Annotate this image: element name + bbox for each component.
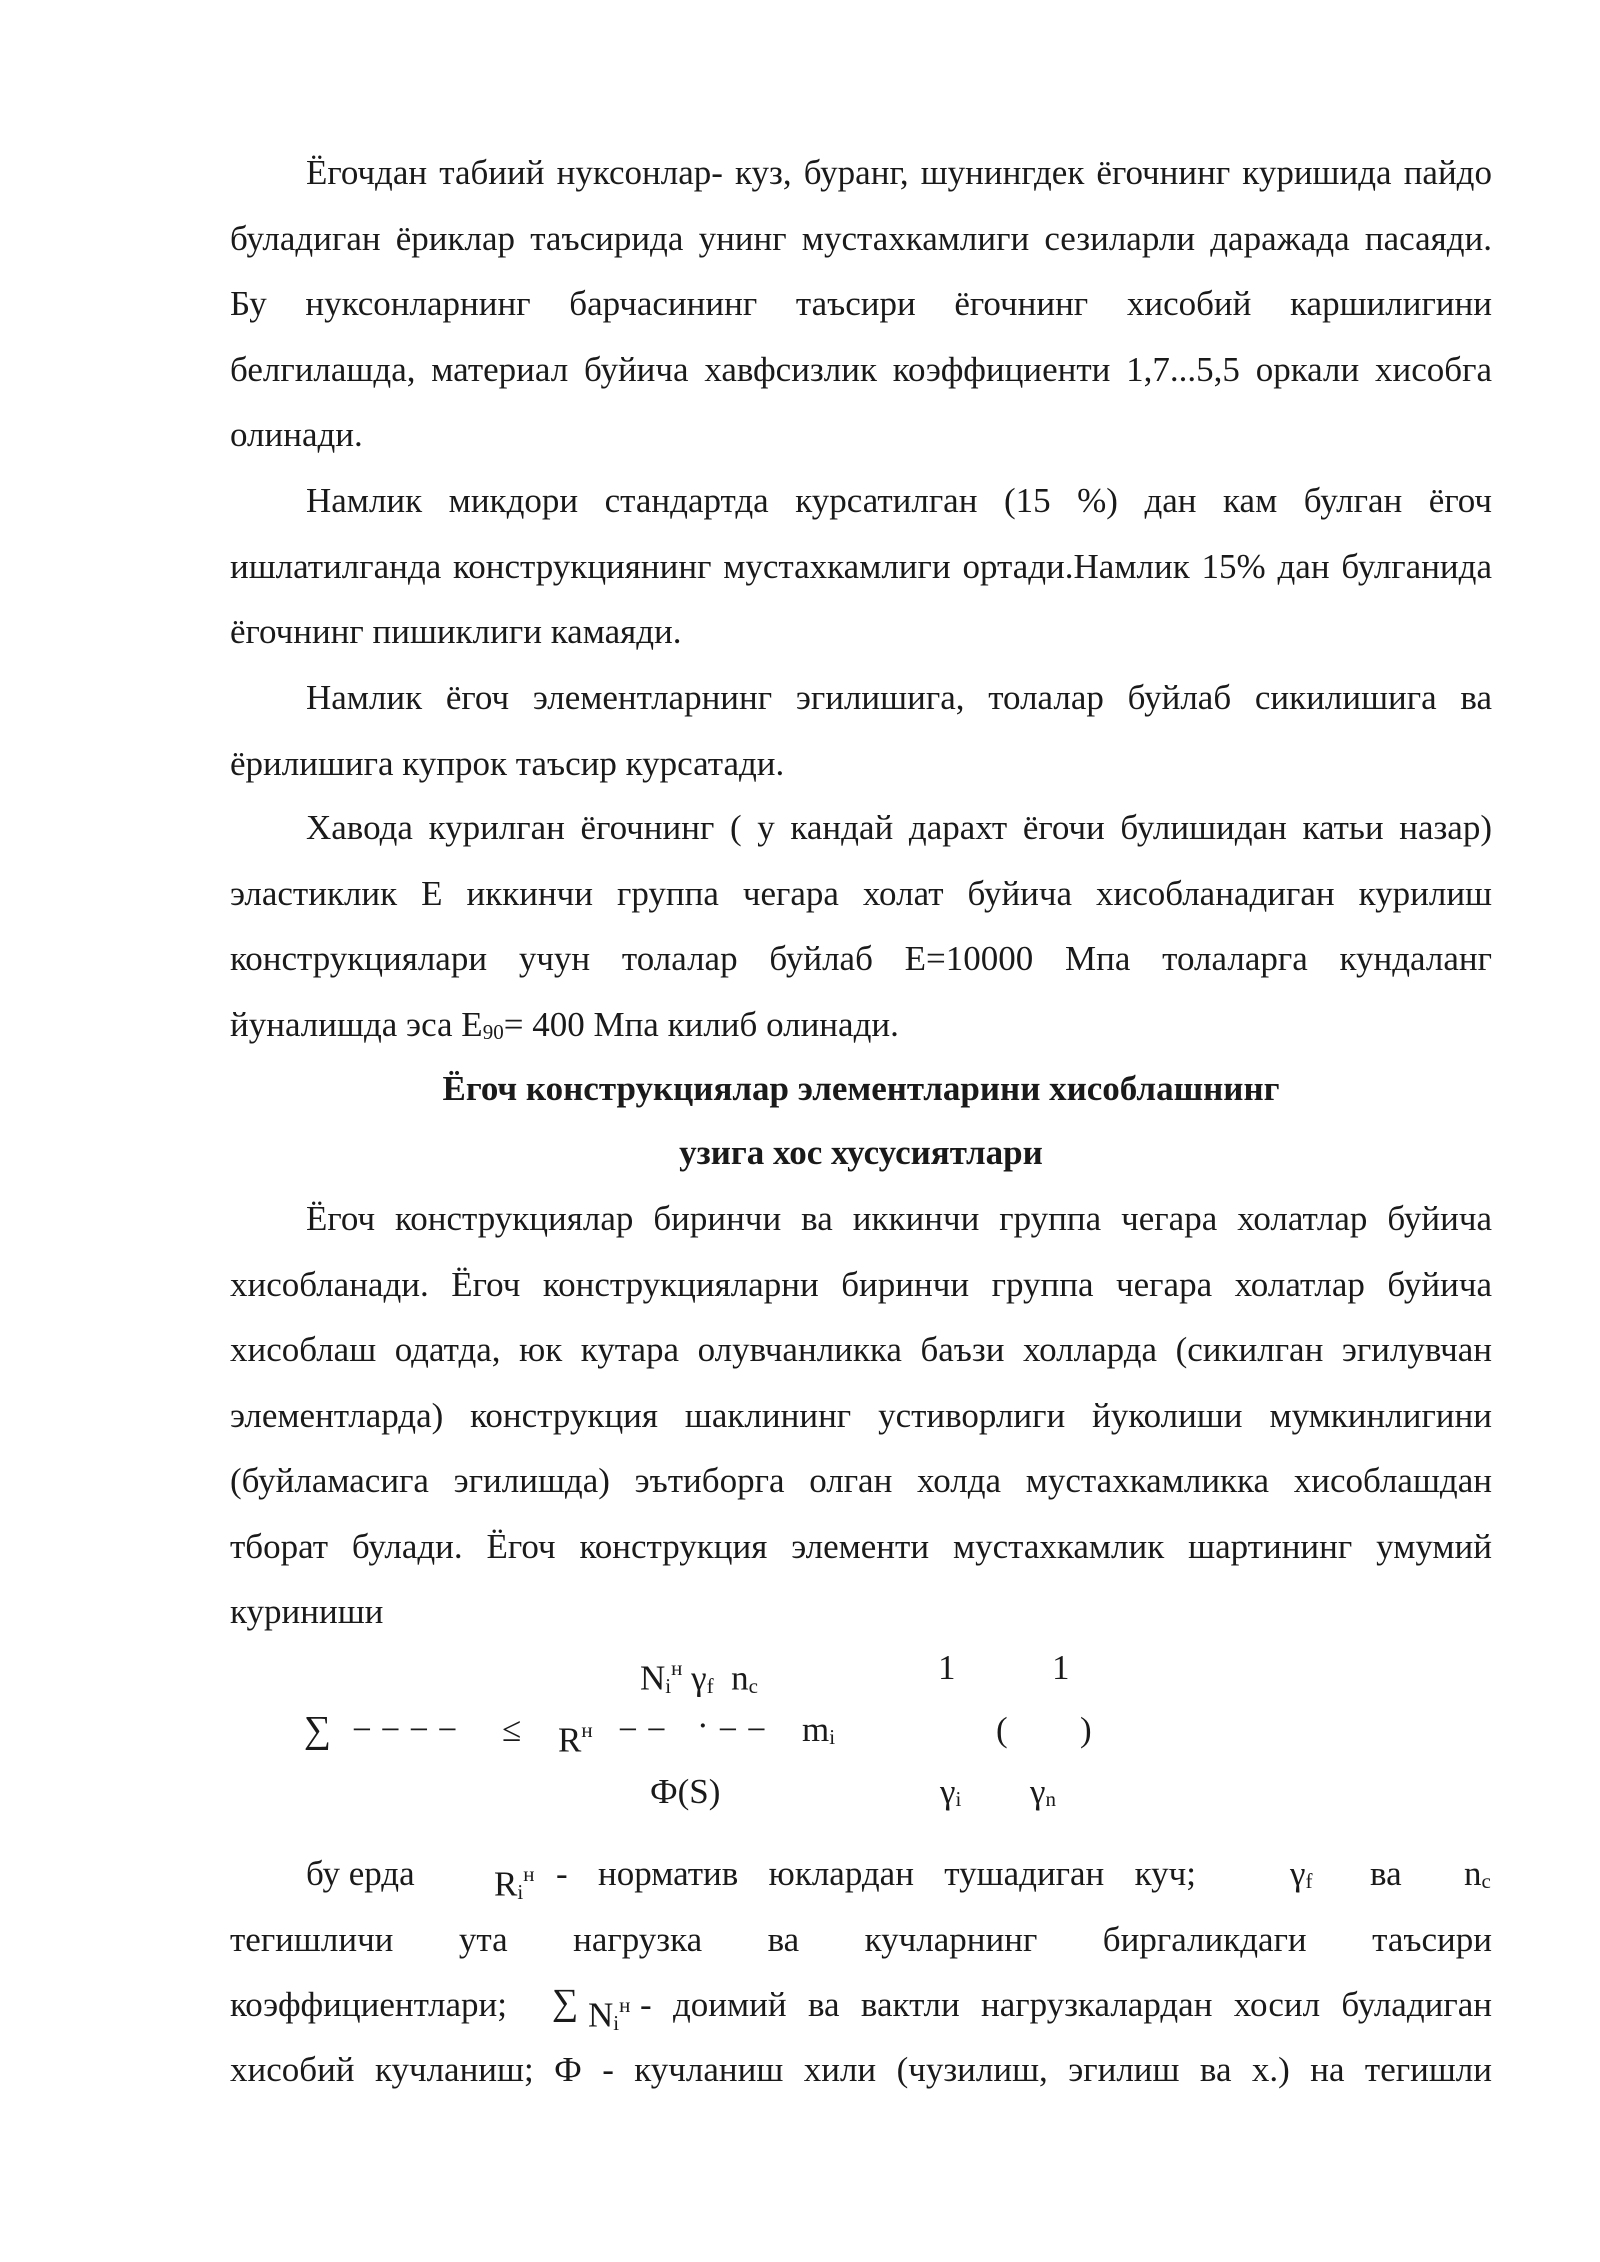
norm-load-definition: - норматив юклардан тушадиган куч;: [556, 1854, 1196, 1893]
stress-definition-line: хисобий кучланиш; Ф - кучланиш хили (чузилиш, эгилиш ва х.) на тегишли: [230, 2050, 1492, 2089]
denominator-gamma-i: $\gamma_i$: [940, 1772, 962, 1812]
sum-load-definition: - доимий ва вактли нагрузкалардан хосил буладиган: [640, 1985, 1492, 2024]
numerator-one-b: 1: [1052, 1648, 1070, 1687]
gamma-f-symbol: $\gamma_f$: [1290, 1854, 1313, 1894]
paragraph-moisture-strength: Намлик микдори стандартда курсатилган (15 %) дан кам булган ёгоч ишлатилганда конструкциянинг мустахкамлиги ортади.Намлик 15% дан булганида ёгочнинг пишиклиги камаяди.: [230, 481, 1492, 651]
condition-coefficient: $m_i$: [802, 1710, 836, 1750]
section-heading-line1: Ёгоч конструкциялар элементларини хисоблашнинг: [442, 1069, 1280, 1108]
nc-symbol: $n_c$: [1464, 1854, 1491, 1894]
coefficient-text-line: тегишличи ута нагрузка ва кучларнинг биргаликдаги таъсири: [230, 1920, 1492, 1959]
paragraph-moisture-effect: Намлик ёгоч элементларнинг эгилишига, толалар буйлаб сикилишига ва ёрилишига купрок таъсир курсатади.: [230, 678, 1492, 783]
leq-symbol: ≤: [502, 1710, 522, 1749]
sum-load-symbol: $N_i^н$: [588, 1993, 631, 2035]
elasticity-text: Хавода курилган ёгочнинг ( у кандай дарахт ёгочи булишидан катьи назар) эластиклик Е иккинчи группа чегара холат буйича хисобланадиган курилиш конструкциялари учун толалар буйлаб Е=10000 Мпа толаларга кундаланг йуналишда эса Е: [230, 808, 1492, 1044]
paren-close: ): [1080, 1710, 1092, 1749]
norm-load-symbol: $R_i^н$: [494, 1862, 535, 1904]
section-heading-line2: узига хос хусусиятлари: [679, 1133, 1043, 1172]
and-word: ва: [1370, 1854, 1402, 1893]
paragraph-limit-states: Ёгоч конструкциялар биринчи ва иккинчи группа чегара холатлар буйича хисобланади. Ёгоч конструкцияларни биринчи группа чегара холатлар буйича хисоблаш одатда, юк кутара олувчанликка баъзи холларда (сикилган эгилувчан элементларда) конструкция шаклининг устиворлиги йуколиши мумкинлигини (буйламасига эгилишда) эътиборга олган холда мустахкамликка хисоблашдан тборат булади. Ёгоч конструкция элементи мустахкамлик шартининг умумий куриниши: [230, 1199, 1492, 1631]
paragraph-defects: Ёгочдан табиий нуксонлар- куз, буранг, шунингдек ёгочнинг куришида пайдо буладиган ёриклар таъсирида унинг мустахкамлиги сезиларли даражада пасаяди. Бу нуксонларнинг барчасининг таъсири ёгочнинг хисобий каршилигини белгилашда, материал буйича хавфсизлик коэффициенти 1,7...5,5 оркали хисобга олинади.: [230, 153, 1492, 454]
where-text: бу ерда: [306, 1854, 415, 1893]
fraction-bar-2: − −: [618, 1710, 667, 1749]
fraction-bar-3: − −: [718, 1710, 767, 1749]
resistance-symbol: $R^н$: [558, 1718, 593, 1760]
coefficients-word: коэффициентлари;: [230, 1985, 507, 2024]
denominator-phi: Ф(S): [650, 1772, 721, 1811]
paren-open: (: [996, 1710, 1008, 1749]
e90-subscript: 90: [482, 1019, 504, 1044]
dot-operator: ·: [697, 1706, 709, 1745]
elasticity-tail: = 400 Мпа килиб олинади.: [503, 1004, 899, 1044]
denominator-gamma-n: $\gamma_n$: [1030, 1772, 1056, 1812]
sum-symbol: ∑: [552, 1982, 579, 2023]
paragraph-elasticity: [230, 795, 1492, 1065]
numerator-one-a: 1: [938, 1648, 956, 1687]
sigma-symbol: ∑: [304, 1709, 332, 1751]
fraction-bar-1: − − − −: [352, 1710, 458, 1749]
numerator-load: $N_i^н$ $\gamma_f$ $n_c$: [640, 1656, 758, 1698]
